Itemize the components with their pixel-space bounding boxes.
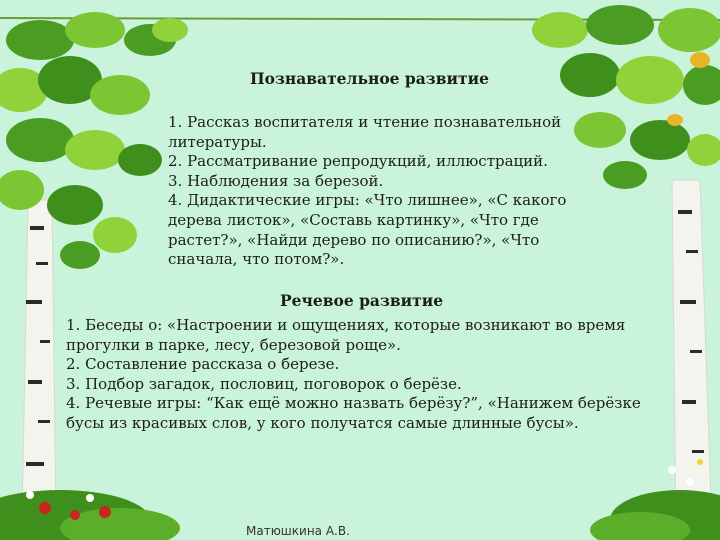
author-credit: Матюшкина А.В. bbox=[246, 524, 350, 538]
speech-development-title: Речевое развитие bbox=[280, 291, 444, 310]
speech-item-1: 1. Беседы о: «Настроении и ощущениях, которые возникают во время прогулки в парке, лесу, березовой роще». bbox=[66, 316, 626, 354]
cognitive-item-1: 1. Рассказ воспитателя и чтение познавательной литературы. bbox=[168, 113, 562, 151]
cognitive-item-2: 2. Рассматривание репродукций, иллюстраций. bbox=[168, 152, 548, 171]
speech-item-4: 4. Речевые игры: “Как ещё можно назвать берёзу?”, «Нанижем берёзке бусы из красивых слов, у кого получатся самые длинные бусы». bbox=[66, 394, 641, 432]
speech-item-3: 3. Подбор загадок, пословиц, поговорок о берёзе. bbox=[66, 374, 462, 393]
cognitive-item-3: 3. Наблюдения за березой. bbox=[168, 171, 384, 190]
cognitive-development-title: Познавательное развитие bbox=[250, 69, 489, 88]
speech-development-list bbox=[66, 316, 676, 434]
cognitive-item-4: 4. Дидактические игры: «Что лишнее», «С какого дерева листок», «Составь картинку», «Что где растет?», «Найди дерево по описанию?», «Что сначала, что потом?». bbox=[168, 191, 567, 269]
left-birch-trunk bbox=[22, 200, 56, 520]
speech-item-2: 2. Составление рассказа о березе. bbox=[66, 355, 340, 374]
cognitive-development-list bbox=[168, 113, 578, 270]
